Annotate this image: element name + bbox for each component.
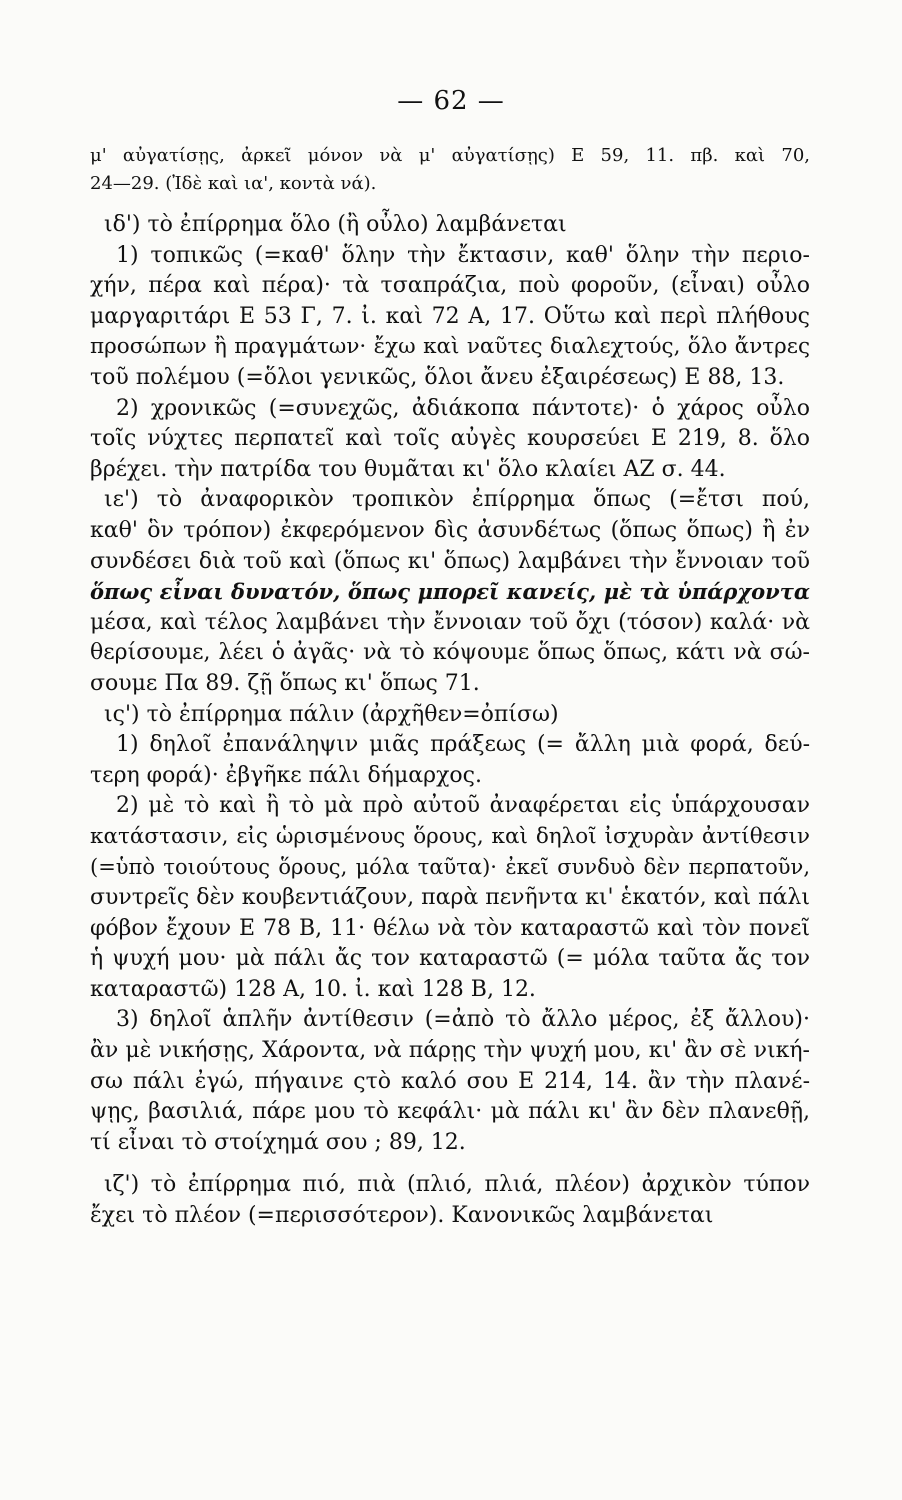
section-heading-id: ιδ') τὸ ἐπίρρημα ὅλο (ἢ οὖλο) λαμβάνεται	[104, 212, 567, 237]
text-line: 1) τοπικῶς (=καθ' ὅλην τὴν ἔκτασιν, καθ' ὅλην τὴν περιο-	[116, 242, 810, 268]
body-text	[90, 142, 810, 1232]
text-line: 2) μὲ τὸ καὶ ἢ τὸ μὰ πρὸ αὐτοῦ ἀναφέρεται εἰς ὑπάρχουσαν	[116, 793, 810, 819]
text-line: ψῃς, βασιλιά, πάρε μου τὸ κεφάλι· μὰ πάλι κι' ἂν δὲν πλανεθῇ,	[90, 1099, 810, 1125]
text-line: μαργαριτάρι Ε 53 Γ, 7. ἰ. καὶ 72 Α, 17. Οὕτω καὶ περὶ πλήθους	[90, 303, 810, 329]
text-line: τοῖς νύχτες περπατεῖ καὶ τοῖς αὐγὲς κουρσεύει Ε 219, 8. ὅλο	[90, 426, 810, 452]
text-line: μέσα, καὶ τέλος λαμβάνει τὴν ἔννοιαν τοῦ ὄχι (τόσον) καλά· νὰ	[90, 609, 810, 635]
text-line: ἔχει τὸ πλέον (=περισσότερον). Κανονικῶς λαμβάνεται	[90, 1203, 714, 1228]
text-line: 24—29. (Ἰδὲ καὶ ια', κοντὰ νά).	[90, 173, 377, 194]
section-heading-iz: ιζ') τὸ ἐπίρρημα πιό, πιὰ (πλιό, πλιά, πλέον) ἀρχικὸν τύπον	[104, 1172, 810, 1198]
text-line: τοῦ πολέμου (=ὅλοι γενικῶς, ὅλοι ἄνευ ἐξαιρέσεως) Ε 88, 13.	[90, 364, 785, 390]
text-line: προσώπων ἢ πραγμάτων· ἔχω καὶ ναῦτες διαλεχτούς, ὅλο ἄντρες	[90, 334, 810, 360]
text-line: τί εἶναι τὸ στοίχημά σου ; 89, 12.	[90, 1129, 466, 1155]
text-line: σω πάλι ἐγώ, πήγαινε ςτὸ καλό σου Ε 214, 14. ἂν τὴν πλανέ-	[90, 1068, 810, 1094]
text-line: μ' αὐγατίσῃς, ἀρκεῖ μόνον νὰ μ' αὐγατίσῃς) Ε 59, 11. πβ. καὶ 70,	[90, 145, 810, 166]
text-line: συντρεῖς δὲν κουβεντιάζουν, παρὰ πενῆντα κι' ἑκατόν, καὶ πάλι	[90, 885, 810, 911]
text-line: 2) χρονικῶς (=συνεχῶς, ἀδιάκοπα πάντοτε)· ὁ χάρος οὖλο	[116, 395, 810, 421]
text-line: ἡ ψυχή μου· μὰ πάλι ἄς τον καταραστῶ (= μόλα ταῦτα ἄς τον	[90, 946, 810, 972]
text-line: καταραστῶ) 128 Α, 10. ἰ. καὶ 128 Β, 12.	[90, 976, 536, 1002]
text-line: τερη φορά)· ἐβγῆκε πάλι δήμαρχος.	[90, 762, 482, 788]
text-line: 1) δηλοῖ ἐπανάληψιν μιᾶς πράξεως (= ἄλλη μιὰ φορά, δεύ-	[116, 732, 810, 758]
page-number: — 62 —	[397, 86, 505, 116]
text-line: χήν, πέρα καὶ πέρα)· τὰ τσαπράζια, ποὺ φοροῦν, (εἶναι) οὖλο	[90, 273, 810, 299]
text-line: φόβον ἔχουν Ε 78 Β, 11· θέλω νὰ τὸν καταραστῶ καὶ τὸν πονεῖ	[90, 915, 810, 941]
text-line: καθ' ὃν τρόπον) ἐκφερόμενον δὶς ἀσυνδέτως (ὅπως ὅπως) ἢ ἐν	[90, 517, 810, 543]
text-line: θερίσουμε, λέει ὁ ἀγᾶς· νὰ τὸ κόψουμε ὅπως ὅπως, κάτι νὰ σώ-	[90, 640, 810, 666]
section-heading-is: ις') τὸ ἐπίρρημα πάλιν (ἀρχῆθεν=ὀπίσω)	[104, 701, 559, 727]
text-line: κατάστασιν, εἰς ὡρισμένους ὅρους, καὶ δηλοῖ ἰσχυρὰν ἀντίθεσιν	[90, 823, 810, 849]
text-line: σουμε Πα 89. ζῇ ὅπως κι' ὅπως 71.	[90, 670, 480, 696]
text-line: βρέχει. τὴν πατρίδα του θυμᾶται κι' ὅλο κλαίει ΑΖ σ. 44.	[90, 456, 726, 482]
text-line-emphasis: ὅπως εἶναι δυνατόν, ὅπως μπορεῖ κανείς, μὲ τὰ ὑπάρχοντα	[90, 579, 810, 605]
text-line: (=ὑπὸ τοιούτους ὅρους, μόλα ταῦτα)· ἐκεῖ συνδυὸ δὲν περπατοῦν,	[90, 855, 810, 880]
text-line: 3) δηλοῖ ἁπλῆν ἀντίθεσιν (=ἀπὸ τὸ ἄλλο μέρος, ἐξ ἄλλου)·	[116, 1007, 810, 1033]
section-heading-ie: ιε') τὸ ἀναφορικὸν τροπικὸν ἐπίρρημα ὅπως (=ἔτσι πού,	[104, 487, 810, 513]
text-line: ἂν μὲ νικήσῃς, Χάροντα, νὰ πάρῃς τὴν ψυχή μου, κι' ἂν σὲ νική-	[90, 1038, 810, 1064]
paragraph-continuation	[90, 142, 810, 198]
text-line: συνδέσει διὰ τοῦ καὶ (ὅπως κι' ὅπως) λαμβάνει τὴν ἔννοιαν τοῦ	[90, 548, 810, 574]
